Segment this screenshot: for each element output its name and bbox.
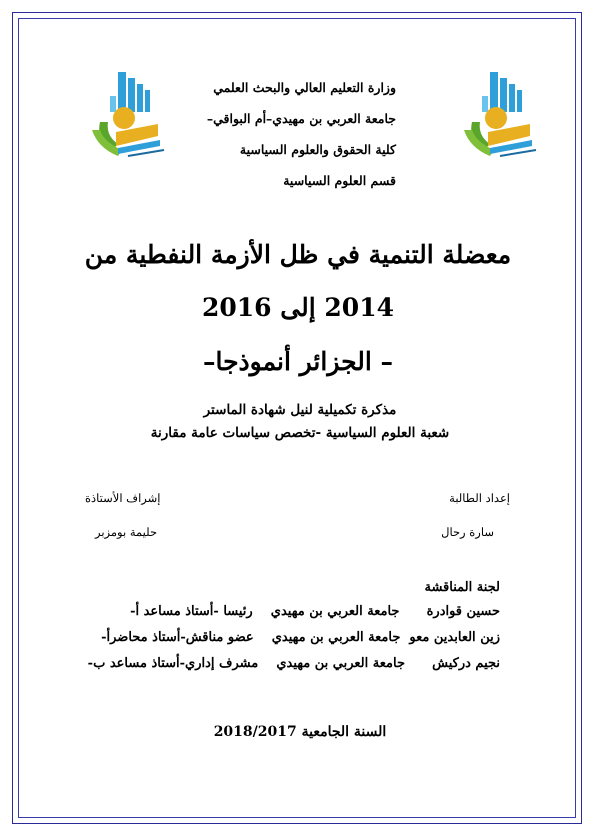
thesis-type: مذكرة تكميلية لنيل شهادة الماستر bbox=[203, 402, 397, 418]
university-logo-icon bbox=[88, 70, 172, 162]
thesis-title-line1: معضلة التنمية في ظل الأزمة النفطية من bbox=[84, 240, 512, 269]
supervisor-name: حليمة بومزبر bbox=[95, 525, 158, 539]
committee-member: حسين قوادرة جامعة العربي بن مهيدي رئيسا -أستاذ مساعد أ- bbox=[130, 604, 500, 619]
committee-member: نجيم دركيش جامعة العربي بن مهيدي مشرف إداري-أستاذ مساعد ب- bbox=[87, 656, 500, 671]
academic-year: السنة الجامعية 2018/2017 bbox=[213, 724, 387, 740]
university-name: جامعة العربي بن مهيدي–أم البواقي– bbox=[206, 111, 396, 126]
ministry-name: وزارة التعليم العالي والبحث العلمي bbox=[213, 80, 396, 95]
committee-member: زين العابدين معو جامعة العربي بن مهيدي عضو مناقش-أستاذ محاضرأ- bbox=[101, 630, 500, 645]
thesis-title-line3: – الجزائر أنموذجا– bbox=[202, 347, 394, 376]
thesis-branch: شعبة العلوم السياسية -تخصص سياسات عامة مقارنة bbox=[150, 425, 450, 441]
student-label: إعداد الطالبة bbox=[449, 491, 510, 505]
student-name: سارة رحال bbox=[441, 525, 494, 539]
department-name: قسم العلوم السياسية bbox=[283, 173, 396, 188]
committee-title: لجنة المناقشة bbox=[424, 580, 500, 595]
faculty-name: كلية الحقوق والعلوم السياسية bbox=[239, 142, 396, 157]
university-logo-icon bbox=[460, 70, 544, 162]
thesis-title-line2: 2014 إلى 2016 bbox=[202, 293, 394, 322]
supervisor-label: إشراف الأستاذة bbox=[85, 491, 161, 505]
